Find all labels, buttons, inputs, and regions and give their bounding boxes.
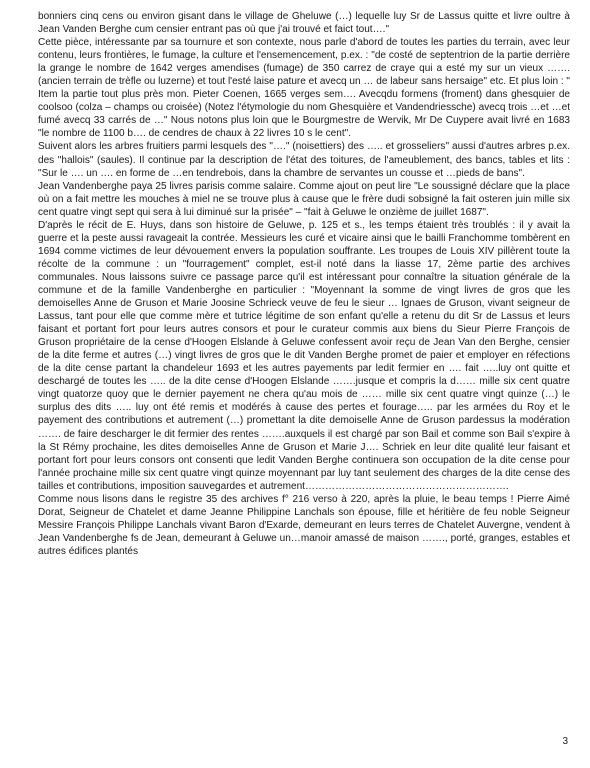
paragraph-1: bonniers cinq cens ou environ gisant dans le village de Gheluwe (…) lequelle luy Sr de Lassus quitte et livre oultre à Jean Vanden Berghe cum censier entrant pas où que j'ai trouvé et faict tout…." bbox=[38, 11, 570, 36]
paragraph-6: Comme nous lisons dans le registre 35 des archives f° 216 verso à 220, après la pluie, le beau temps ! Pierre Aimé Dorat, Seigneur de Chatelet et dame Jeanne Philippine Lanchals son épouse, fille et héritière de feu noble Seigneur Messire François Philippe Lanchals vivant Baron d'Exarde, demeurant en leurs terres de Chatelet Auvergne, vendent à Jean Vandenberghe fs de Jean, demeurant à Geluwe un…manoir amassé de maison ……., porté, granges, estables et autres édifices plantés bbox=[38, 493, 570, 557]
paragraph-4: Jean Vandenberghe paya 25 livres parisis comme salaire. Comme ajout on peut lire "Le soussigné déclare que la place où on a fait mettre les mouches à miel ne se trouve plus à cause que le frère dudi sobsigné la fait osteren juin mille six cent quatre vingt sept qui sera à lui diminué sur la prisée" – "fait à Geluwe le onzième de juillet 1687". bbox=[38, 180, 570, 218]
paragraph-3: Suivent alors les arbres fruitiers parmi lesquels des "…." (noisettiers) des ….. et grosseliers" aussi d'autres arbres p.ex. des "hallois" (saules). Il continue par la description de l'état des toitures, de l'ameublement, des bancs, tables et lits : "Sur le …. un …. en forme de …en tendrebois, dans la chambre de servantes un cousse et …pieds de bans". bbox=[38, 141, 570, 179]
paragraph-5: D'après le récit de E. Huys, dans son histoire de Geluwe, p. 125 et s., les temps étaient très troublés : il y avait la guerre et la peste aussi ravageait la contrée. Messieurs les curé et vicaire ainsi que le bailli Franchomme tombèrent en 1694 comme victimes de leur dévouement envers la population souffrante. Les troupes de Louis XIV pillèrent toute la récolte de la commune : un "fourragement" complet, est-il noté dans la liasse 17, 2ème partie des archives communales. Nous laissons suivre ce passage parce qu'il est intéressant pour connaître la situation générale de la commune et de la famille Vandenberghe en particulier : "Moyennant la somme de vingt livres de gros que les demoiselles Anne de Gruson et Marie Joosine Schrieck veuve de feu le sieur … Ignaes de Gruson, vivant seigneur de Lassus, tant pour elle que comme mère et tutrice légitime de son enfant qu'elle a retenu du dit Sr de Lassus et leurs faisant et portant fort pour leurs autres consors et pour le curateur commis aux biens du Sieur Pierre François de Gruson propriétaire de la cense d'Hoogen Elslande à Geluwe confessent avoir reçu de Jean Van den Berghe, censier de la dite ferme et autres (…) vingt livres de gros que le dit Vanden Berghe promet de paier et employer en réfections de la dite cense partant la chandeleur 1693 et les autres payements par ledit fermier en …. fait …..luy ont quitte et deschargé de toutes les ….. de la dite cense d'Hoogen Elslande …….jusque et compris la d…… mille six cent quatre vingt quatorze quoy que le dernier payement ne chera qu'au mois de …… mille six cent quatre vingt quinze (…) le surplus des dits ….. luy ont été remis et modérés à cause des pertes et fourage….. par les armées du Roy et le payement des contributions et autrement (…) promettant la dite demoiselle Anne de Gruson pardessus la modération ……. de faire descharger le dit fermier des rentes …….auxquels il est chargé par son Bail et comme son Bail s'expire à la St Rémy prochaine, les dites demoiselles Anne de Gruson et Marie J…. Schriek en leur dite qualité leur faisant et portant fort pour leurs consors ont consenti que ledit Vanden Berghe continuera son occupation de la dite cense pour l'année prochaine mille six cent quatre vingt quinze moyennant par luy tant seulement des charges de la dite cense des tailles et contributions, imposition sauvegardes et autrement……………………………………………………. bbox=[38, 219, 570, 492]
page-number: 3 bbox=[562, 736, 568, 747]
document-body bbox=[38, 10, 570, 558]
paragraph-2: Cette pièce, intéressante par sa tournure et son contexte, nous parle d'abord de toutes les parties du terrain, avec leur contenu, leurs frontières, le fumage, la culture et l'ensemencement, p.ex. : "de costé de septentrion de la partie derrière la grange le nombre de 1642 verges amendises (fumage) de 350 carrez de craye qui a esté my sur un vieux ……. (ancien terrain de trèfle ou luzerne) et tout l'esté laise pature et avecq un … de labeur sans hersaige" etc. Et plus loin : " Item la partie tout plus près mon. Pieter Coenen, 1665 verges sem…. Avecqdu formens (froment) dans ghesquier de coolsoo (colza – champs ou croisée) (Notez l'étymologie du nom Ghesquière et Vandendriessche) avecq trois …et …et fumé avecq 33 carrés de …" Nous notons plus loin que le Bourgmestre de Wervik, Mr De Cuypere avait livré en 1683 "le nombre de 1100 b…. de cendres de chaux à 22 livres 10 s le cent". bbox=[38, 37, 570, 140]
